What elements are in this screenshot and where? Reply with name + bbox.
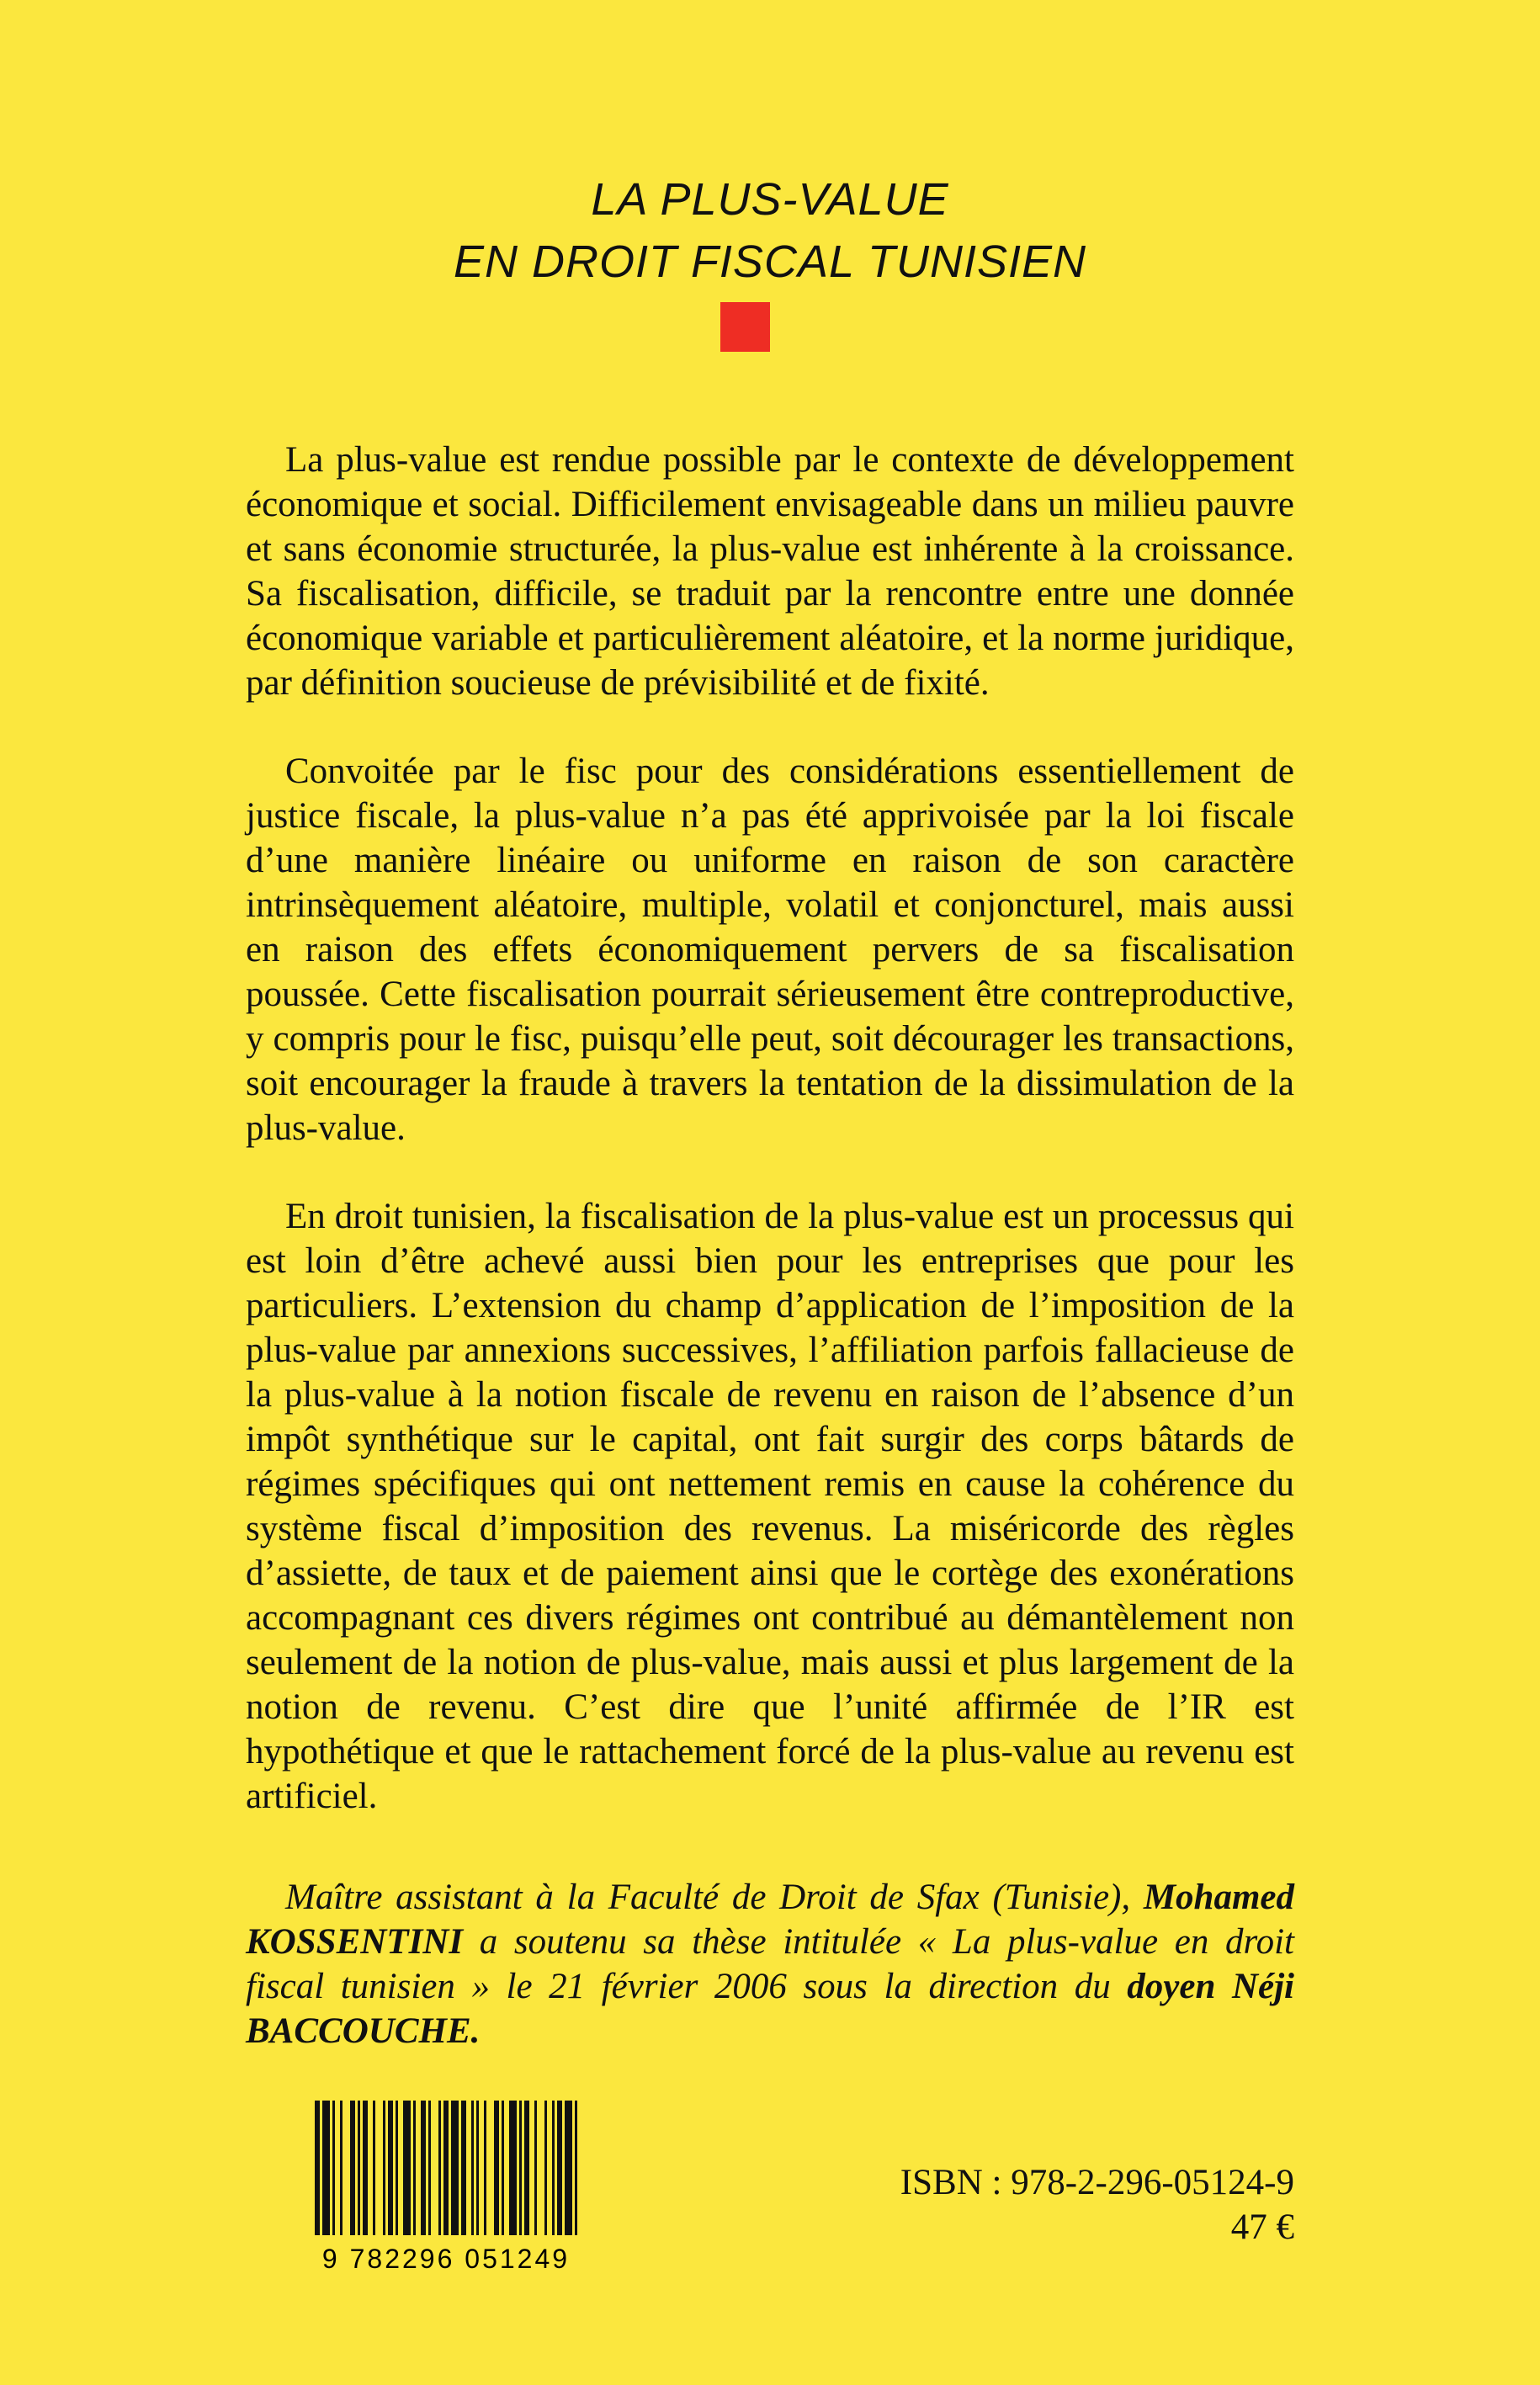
barcode-bar — [451, 2101, 459, 2235]
barcode-bar — [544, 2101, 547, 2235]
barcode-bar — [358, 2101, 360, 2235]
barcode-bar — [476, 2101, 479, 2235]
book-title — [0, 168, 1540, 293]
barcode-bar — [396, 2101, 398, 2235]
title-line-1: LA PLUS-VALUE — [591, 174, 949, 225]
red-square-ornament — [720, 302, 770, 352]
barcode-digits: 9 782296 051249 — [321, 2244, 571, 2274]
barcode-bar — [322, 2101, 330, 2235]
barcode-bar — [552, 2101, 555, 2235]
barcode-bar — [484, 2101, 486, 2235]
barcode-bar — [461, 2101, 466, 2235]
barcode-bar — [388, 2101, 393, 2235]
barcode-bar — [494, 2101, 499, 2235]
barcode-bar — [509, 2101, 517, 2235]
price: 47 € — [1230, 2207, 1294, 2247]
barcode-bar — [350, 2101, 355, 2235]
author-name: Mohamed KOSSENTINI — [246, 1878, 1294, 1962]
barcode-bar — [443, 2101, 449, 2235]
barcode — [295, 2097, 597, 2276]
barcode-bar — [502, 2101, 504, 2235]
barcode-bar — [363, 2101, 368, 2235]
title-line-2: EN DROIT FISCAL TUNISIEN — [453, 236, 1087, 287]
barcode-bar — [565, 2101, 572, 2235]
isbn-number: ISBN : 978-2-296-05124-9 — [900, 2163, 1294, 2202]
bio-part-1: Maître assistant à la Faculté de Droit de Sfax (Tunisie), — [285, 1878, 1144, 1917]
barcode-bar — [428, 2101, 431, 2235]
barcode-bars — [315, 2101, 577, 2235]
paragraph-3: En droit tunisien, la fiscalisation de la plus-value est un processus qui est loin d’être achevé aussi bien pour les entreprises que pour les particuliers. L’extension du champ d’application de l’imposition de la plus-value par annexions successives, l’affiliation parfois fallacieuse de la plus-value à la notion fiscale de revenu en raison de l’absence d’un impôt synthétique sur le capital, ont fait surgir des corps bâtards de régimes spécifiques qui ont nettement remis en cause la cohérence du système fiscal d’imposition des revenus. La miséricorde des règles d’assiette, de taux et de paiement ainsi que le cortège des exonérations accompagnant ces divers régimes ont contribué au démantèlement non seulement de la notion de plus-value, mais aussi et plus largement de la notion de revenu. C’est dire que l’unité affirmée de l’IR est hypothétique et que le rattachement forcé de la plus-value au revenu est artificiel. — [246, 1197, 1294, 1816]
barcode-bar — [421, 2101, 426, 2235]
paragraph-1: La plus-value est rendue possible par le contexte de développement économique et social. Difficilement envisageable dans un milieu pauvre et sans économie structurée, la plus-value est inhérente à la croissance. Sa fiscalisation, difficile, se traduit par la rencontre entre une donnée économique variable et particulièrement aléatoire, et la norme juridique, par définition soucieuse de prévisibilité et de fixité. — [246, 440, 1294, 703]
barcode-bar — [332, 2101, 335, 2235]
barcode-bar — [315, 2101, 320, 2235]
barcode-bar — [403, 2101, 411, 2235]
author-bio — [246, 1875, 1294, 2053]
barcode-bar — [524, 2101, 529, 2235]
barcode-bar — [340, 2101, 343, 2235]
barcode-bar — [413, 2101, 416, 2235]
barcode-bar — [519, 2101, 522, 2235]
back-cover-text — [246, 438, 1294, 1862]
barcode-bar — [534, 2101, 537, 2235]
barcode-bar — [438, 2101, 441, 2235]
barcode-bar — [383, 2101, 385, 2235]
paragraph-2: Convoitée par le fisc pour des considérations essentiellement de justice fiscale, la plus-value n’a pas été apprivoisée par la loi fiscale d’une manière linéaire ou uniforme en raison de son caractère intrinsèquement aléatoire, multiple, volatil et conjoncturel, mais aussi en raison des effets économiquement pervers de sa fiscalisation poussée. Cette fiscalisation pourrait sérieusement être contreproductive, y compris pour le fisc, puisqu’elle peut, soit décourager les transactions, soit encourager la fraude à travers la tentation de la dissimulation de la plus-value. — [246, 752, 1294, 1148]
barcode-bar — [471, 2101, 474, 2235]
thesis-director: doyen Néji BACCOUCHE. — [246, 1967, 1294, 2051]
barcode-bar — [575, 2101, 577, 2235]
barcode-bar — [373, 2101, 375, 2235]
barcode-bar — [557, 2101, 562, 2235]
bio-part-2: a soutenu sa thèse intitulée « La plus-value en droit fiscal tunisien » le 21 février 2006 sous la direction du — [246, 1922, 1294, 2006]
isbn-block — [900, 2160, 1294, 2250]
